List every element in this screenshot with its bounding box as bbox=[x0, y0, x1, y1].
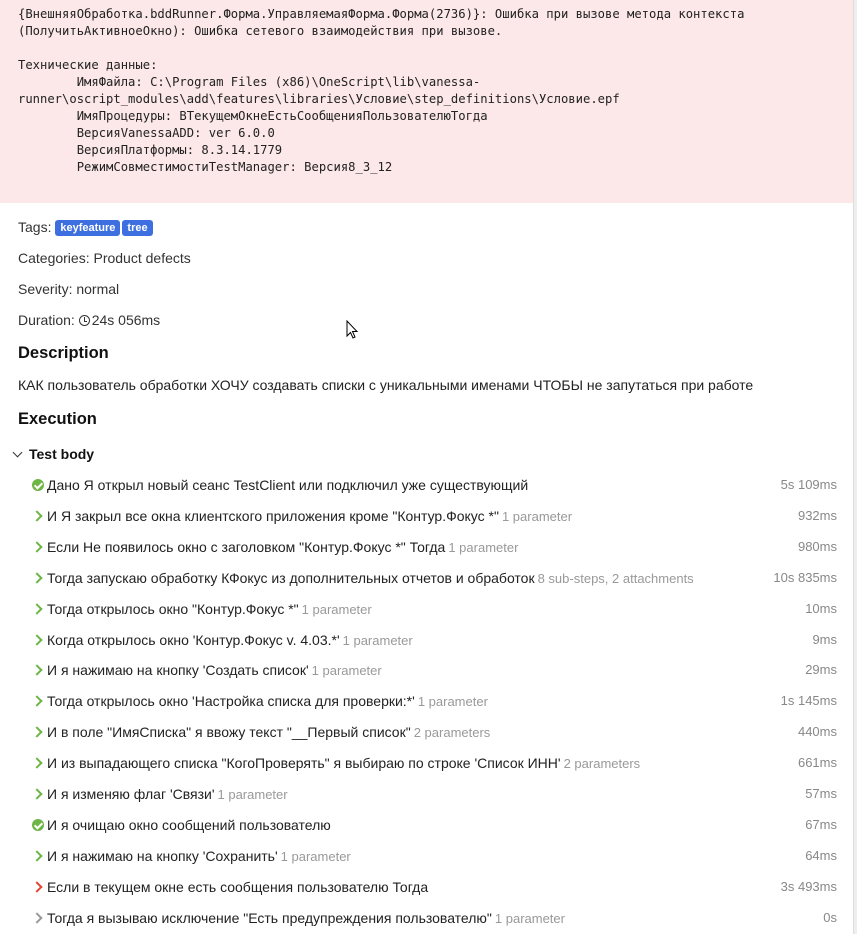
tag-tree[interactable]: tree bbox=[122, 220, 152, 236]
chevron-right-icon bbox=[32, 850, 44, 862]
tags-row bbox=[18, 219, 155, 236]
step-label: Тогда я вызываю исключение "Есть предупреждения пользователю" bbox=[47, 909, 492, 926]
step-label: Если Не появилось окно с заголовком "Контур.Фокус *" Тогда bbox=[47, 538, 446, 555]
step-text bbox=[47, 755, 640, 771]
chevron-right-icon bbox=[32, 510, 44, 522]
error-message: {ВнешняяОбработка.bddRunner.Форма.УправляемаяФорма.Форма(2736)}: Ошибка при вызове метода контекста (ПолучитьАктивноеОкно): Ошибка сетевого взаимодействия при вызове. Технические данные: ИмяФайла: C:\Program Files (x86)\OneScript\lib\vanessa- runner\oscript_modules\add\features\libraries\Условие\step_definitions\Условие.epf ИмяПроцедуры: ВТекущемОкнеЕстьСообщенияПользователюТогда ВерсияVanessaADD: ver 6.0.0 ВерсияПлатформы: 8.3.14.1779 РежимСовместимостиTestManager: Версия8_3_12 bbox=[0, 0, 853, 203]
step-duration: 1s 145ms bbox=[780, 693, 837, 709]
step-duration: 67ms bbox=[805, 816, 837, 832]
step-params: 1 parameter bbox=[301, 601, 372, 617]
duration-label: Duration: bbox=[18, 312, 75, 328]
chevron-right-icon bbox=[32, 912, 44, 924]
chevron-right-icon bbox=[32, 634, 44, 646]
step-duration: 10s 835ms bbox=[773, 569, 837, 585]
description-title: Description bbox=[18, 344, 109, 362]
step-label: И я нажимаю на кнопку 'Создать список' bbox=[47, 662, 309, 679]
step-label: И Я закрыл все окна клиентского приложения кроме "Контур.Фокус *" bbox=[47, 507, 499, 524]
step-text bbox=[47, 724, 490, 740]
chevron-right-icon bbox=[32, 664, 44, 676]
step-params: 1 parameter bbox=[217, 787, 288, 802]
step-params: 1 parameter bbox=[280, 848, 351, 864]
step-row[interactable] bbox=[32, 507, 837, 527]
step-text bbox=[47, 508, 572, 524]
step-row[interactable] bbox=[32, 785, 837, 805]
clock-icon bbox=[79, 315, 90, 326]
chevron-right-icon bbox=[32, 757, 44, 769]
step-params: 8 sub-steps, 2 attachments bbox=[537, 570, 694, 586]
step-row[interactable] bbox=[32, 569, 837, 589]
chevron-right-icon bbox=[32, 541, 44, 553]
test-body-label: Test body bbox=[29, 446, 95, 462]
test-body-toggle[interactable] bbox=[12, 446, 94, 462]
step-row[interactable] bbox=[32, 600, 837, 620]
step-row[interactable] bbox=[32, 878, 837, 898]
step-label: Дано Я открыл новый сеанс TestClient или подключил уже существующий bbox=[47, 477, 529, 493]
step-label: И в поле "ИмяСписка" я ввожу текст "__Первый список" bbox=[47, 724, 411, 741]
step-text bbox=[47, 817, 331, 833]
check-circle-icon bbox=[32, 819, 44, 831]
chevron-right-icon bbox=[32, 603, 44, 615]
step-row[interactable] bbox=[32, 816, 837, 836]
step-row[interactable] bbox=[32, 754, 837, 774]
step-row[interactable] bbox=[32, 909, 837, 929]
step-row[interactable] bbox=[32, 631, 837, 651]
step-duration: 440ms bbox=[797, 724, 837, 740]
tags-label: Tags: bbox=[18, 219, 52, 235]
step-duration: 9ms bbox=[812, 631, 837, 647]
step-text bbox=[47, 570, 694, 586]
mouse-cursor-icon bbox=[346, 320, 360, 340]
step-params: 1 parameter bbox=[448, 539, 519, 555]
step-duration: 10ms bbox=[805, 600, 837, 616]
step-label: Если в текущем окне есть сообщения пользователю Тогда bbox=[47, 878, 429, 895]
step-duration: 3s 493ms bbox=[780, 878, 837, 894]
step-params: 1 parameter bbox=[311, 663, 382, 679]
chevron-right-icon bbox=[32, 881, 44, 893]
chevron-right-icon bbox=[32, 572, 44, 584]
step-row[interactable] bbox=[32, 847, 837, 867]
step-text bbox=[47, 601, 372, 617]
step-params: 2 parameters bbox=[563, 756, 641, 772]
step-params: 1 parameter bbox=[417, 694, 488, 710]
tag-keyfeature[interactable]: keyfeature bbox=[55, 220, 120, 236]
chevron-right-icon bbox=[32, 726, 44, 738]
step-duration: 57ms bbox=[805, 786, 837, 801]
step-duration: 932ms bbox=[797, 507, 837, 523]
chevron-right-icon bbox=[32, 788, 44, 800]
severity: Severity: normal bbox=[18, 281, 120, 297]
step-text bbox=[47, 879, 428, 895]
step-row[interactable] bbox=[32, 692, 837, 712]
step-text bbox=[47, 662, 382, 678]
step-duration: 64ms bbox=[805, 847, 837, 863]
check-circle-icon bbox=[32, 479, 44, 491]
duration-value: 24s 056ms bbox=[91, 312, 161, 328]
step-row[interactable] bbox=[32, 476, 837, 496]
step-params: 1 parameter bbox=[494, 910, 565, 926]
step-label: И я нажимаю на кнопку 'Сохранить' bbox=[47, 847, 278, 864]
step-label: И я изменяю флаг 'Связи' bbox=[47, 786, 215, 802]
step-text bbox=[47, 786, 288, 802]
step-label: Тогда запускаю обработку КФокус из дополнительных отчетов и обработок bbox=[47, 569, 535, 586]
step-duration: 29ms bbox=[805, 662, 837, 678]
step-label: И я очищаю окно сообщений пользователю bbox=[47, 816, 331, 833]
step-params: 1 parameter bbox=[501, 508, 573, 524]
step-duration: 0s bbox=[823, 909, 837, 925]
step-label: Когда открылось окно 'Контур.Фокус v. 4.03.*' bbox=[47, 631, 340, 648]
step-text bbox=[47, 477, 528, 493]
step-row[interactable] bbox=[32, 661, 837, 681]
step-duration: 5s 109ms bbox=[780, 477, 837, 492]
step-label: И из выпадающего списка "КогоПроверять" я выбираю по строке 'Список ИНН' bbox=[47, 755, 561, 772]
step-row[interactable] bbox=[32, 723, 837, 743]
step-text bbox=[47, 910, 565, 926]
step-duration: 661ms bbox=[797, 755, 837, 771]
categories: Categories: Product defects bbox=[18, 250, 191, 266]
step-text bbox=[47, 539, 518, 555]
step-label: Тогда открылось окно 'Настройка списка для проверки:*' bbox=[47, 693, 415, 710]
step-params: 2 parameters bbox=[413, 725, 491, 741]
step-row[interactable] bbox=[32, 538, 837, 558]
chevron-right-icon bbox=[32, 695, 44, 707]
step-params: 1 parameter bbox=[342, 632, 413, 648]
duration-row bbox=[18, 312, 160, 328]
step-duration: 980ms bbox=[797, 538, 837, 554]
step-label: Тогда открылось окно "Контур.Фокус *" bbox=[47, 600, 299, 617]
step-text bbox=[47, 632, 413, 648]
step-text bbox=[47, 693, 488, 709]
description-text: КАК пользователь обработки ХОЧУ создавать списки с уникальными именами ЧТОБЫ не запутаться при работе bbox=[18, 377, 754, 393]
execution-title: Execution bbox=[18, 410, 97, 428]
step-text bbox=[47, 848, 351, 864]
chevron-down-icon bbox=[13, 448, 23, 458]
